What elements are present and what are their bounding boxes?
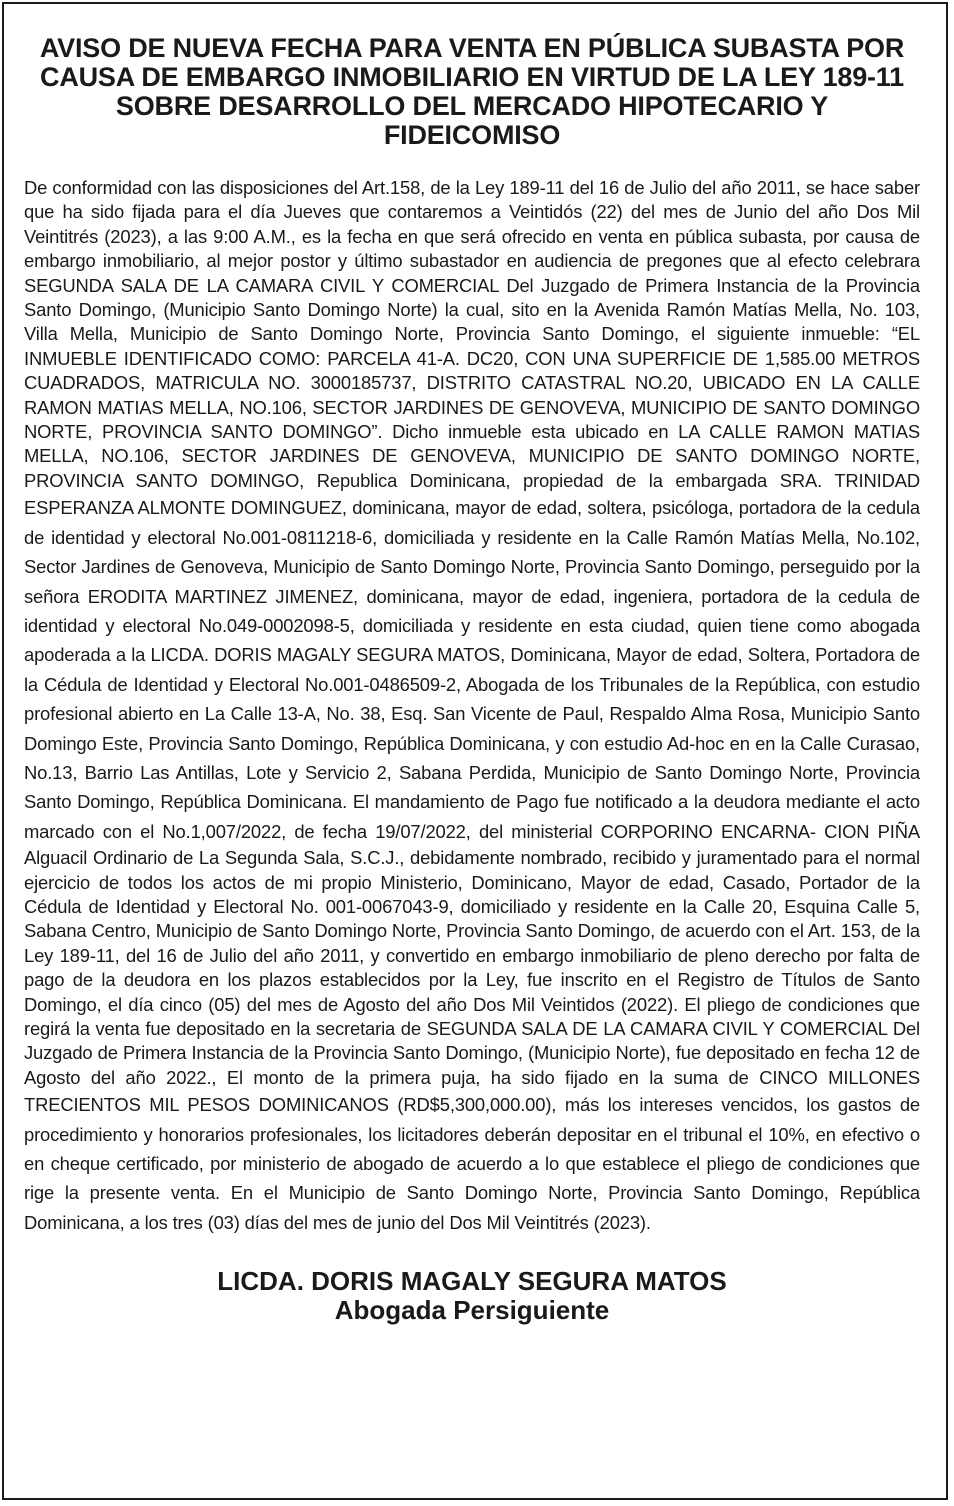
notice-body [24,176,920,1237]
legal-notice [2,2,948,1500]
signature-block [24,1267,920,1325]
notice-body-part-1: De conformidad con las disposiciones del Art.158, de la Ley 189-11 del 16 de Julio del año 2011, se hace saber que ha sido fijada para el día Jueves que contaremos a Veintidós (22) del mes de Junio del año Dos Mil Veintitrés (2023), a las 9:00 A.M., es la fecha en que será ofrecido en venta en pública subasta, por causa de embargo inmobiliario, al mejor postor y último subastador en audiencia de pregones que al efecto celebrara SEGUNDA SALA DE LA CAMARA CIVIL Y COMERCIAL Del Juzgado de Primera Instancia de la Provincia Santo Domingo, (Municipio Santo Domingo Norte) la cual, sito en la Avenida Ramón Matías Mella, No. 103, Villa Mella, Municipio de Santo Domingo Norte, Provincia Santo Domingo, el siguiente inmueble: “EL INMUEBLE IDENTIFICADO COMO: PARCELA 41-A. DC20, CON UNA SUPERFICIE DE 1,585.00 METROS CUADRADOS, MATRICULA NO. 3000185737, DISTRITO CATASTRAL NO.20, UBICADO EN LA CALLE RAMON MATIAS MELLA, NO.106, SECTOR JARDINES DE GENOVEVA, MUNICIPIO DE SANTO DOMINGO NORTE, PROVINCIA SANTO DOMINGO”. Dicho inmueble esta ubicado en LA CALLE RAMON MATIAS MELLA, NO.106, SECTOR JARDINES DE GENOVEVA, MUNICIPIO DE SANTO DOMINGO NORTE, PROVINCIA SANTO DOMINGO, Republica Dominicana, propiedad de la embargada SRA. TRINIDAD ESPERANZA ALMONTE DOMINGUEZ, dominicana, mayor de [24,177,920,519]
notice-title: AVISO DE NUEVA FECHA PARA VENTA EN PÚBLICA SUBASTA POR CAUSA DE EMBARGO INMOBILIARIO EN VIRTUD DE LA LEY 189-11 SOBRE DESARROLLO DEL MERCADO HIPOTECARIO Y FIDEICOMISO [39,33,905,150]
notice-body-part-3: CION PIÑA Alguacil Ordinario de La Segunda Sala, S.C.J., debidamente nombrado, recibido y juramentado para el normal ejercicio de todos los actos de mi propio Ministerio, Dominicano, Mayor de edad, Casado, Portador de la Cédula de Identidad y Electoral No. 001-0067043-9, domiciliado y residente en la Calle 20, Esquina Calle 5, Sabana Centro, Municipio de Santo Domingo Norte, Provincia Santo Domingo, de acuerdo con el Art. 153, de la Ley 189-11, del 16 de Julio del año 2011, y convertido en embargo inmobiliario de pleno derecho por falta de pago de la deudora en los plazos establecidos por la Ley, fue inscrito en el Registro de Títulos de Santo Domingo, el día cinco (05) del mes de Agosto del año Dos Mil Veintidos (2022). El pliego de condiciones que regirá la venta fue depositado en la secretaria de SEGUNDA SALA DE LA CAMARA CIVIL Y COMERCIAL Del Juzgado de Primera Instancia de la Provincia Santo Domingo, (Municipio Norte), fue depositado en fecha 12 de Agosto del año 2022., El monto de la primera puja, ha sido fijado en la suma de CINCO MILLONES TRECIENTOS MIL PESOS DOMINICANOS (RD$5,300,000.00), más [24,820,921,1116]
notice-body-part-2: edad, soltera, psicóloga, portadora de la cedula de identidad y electoral No.001-0811218-6, domiciliada y residente en la Calle Ramón Matías Mella, No.102, Sector Jardines de Genoveva, Municipio de Santo Domingo Norte, Provincia Santo Domingo, perseguido por la señora ERODITA MARTINEZ JIMENEZ, dominicana, mayor de edad, ingeniera, portadora de la cedula de identidad y electoral No.049-0002098-5, domiciliada y residente en esta ciudad, quien tiene como abogada apoderada a la LICDA. DORIS MAGALY SEGURA MATOS, Dominicana, Mayor de edad, Soltera, Portadora de la Cédula de Identidad y Electoral No.001-0486509-2, Abogada de los Tribunales de la República, con estudio profesional abierto en La Calle 13-A, No. 38, Esq. San Vicente de Paul, Respaldo Alma Rosa, Municipio Santo Domingo Este, Provincia Santo Domingo, República Dominicana, y con estudio Ad-hoc en en la Calle Curasao, No.13, Barrio Las Antillas, Lote y Servicio 2, Sabana Perdida, Municipio de Santo Domingo Norte, Provincia Santo Domingo, República Dominicana. El mandamiento de Pago fue notificado a la deudora mediante el acto marcado con el No.1,007/2022, de fecha 19/07/2022, del ministerial CORPORINO ENCARNA- [24,497,920,842]
signature-role: Abogada Persiguiente [334,1295,610,1326]
signature-name: LICDA. DORIS MAGALY SEGURA MATOS [217,1266,727,1297]
notice-body-part-4: los intereses vencidos, los gastos de procedimiento y honorarios profesionales, los licitadores deberán depositar en el tribunal el 10%, en efectivo o en cheque certificado, por ministerio de abogado de acuerdo a lo que establece el pliego de condiciones que rige la presente venta. En el Municipio de Santo Domingo Norte, Provincia Santo Domingo, República Dominicana, a los tres (03) días del mes de junio del Dos Mil Veintitrés (2023). [24,1094,920,1233]
